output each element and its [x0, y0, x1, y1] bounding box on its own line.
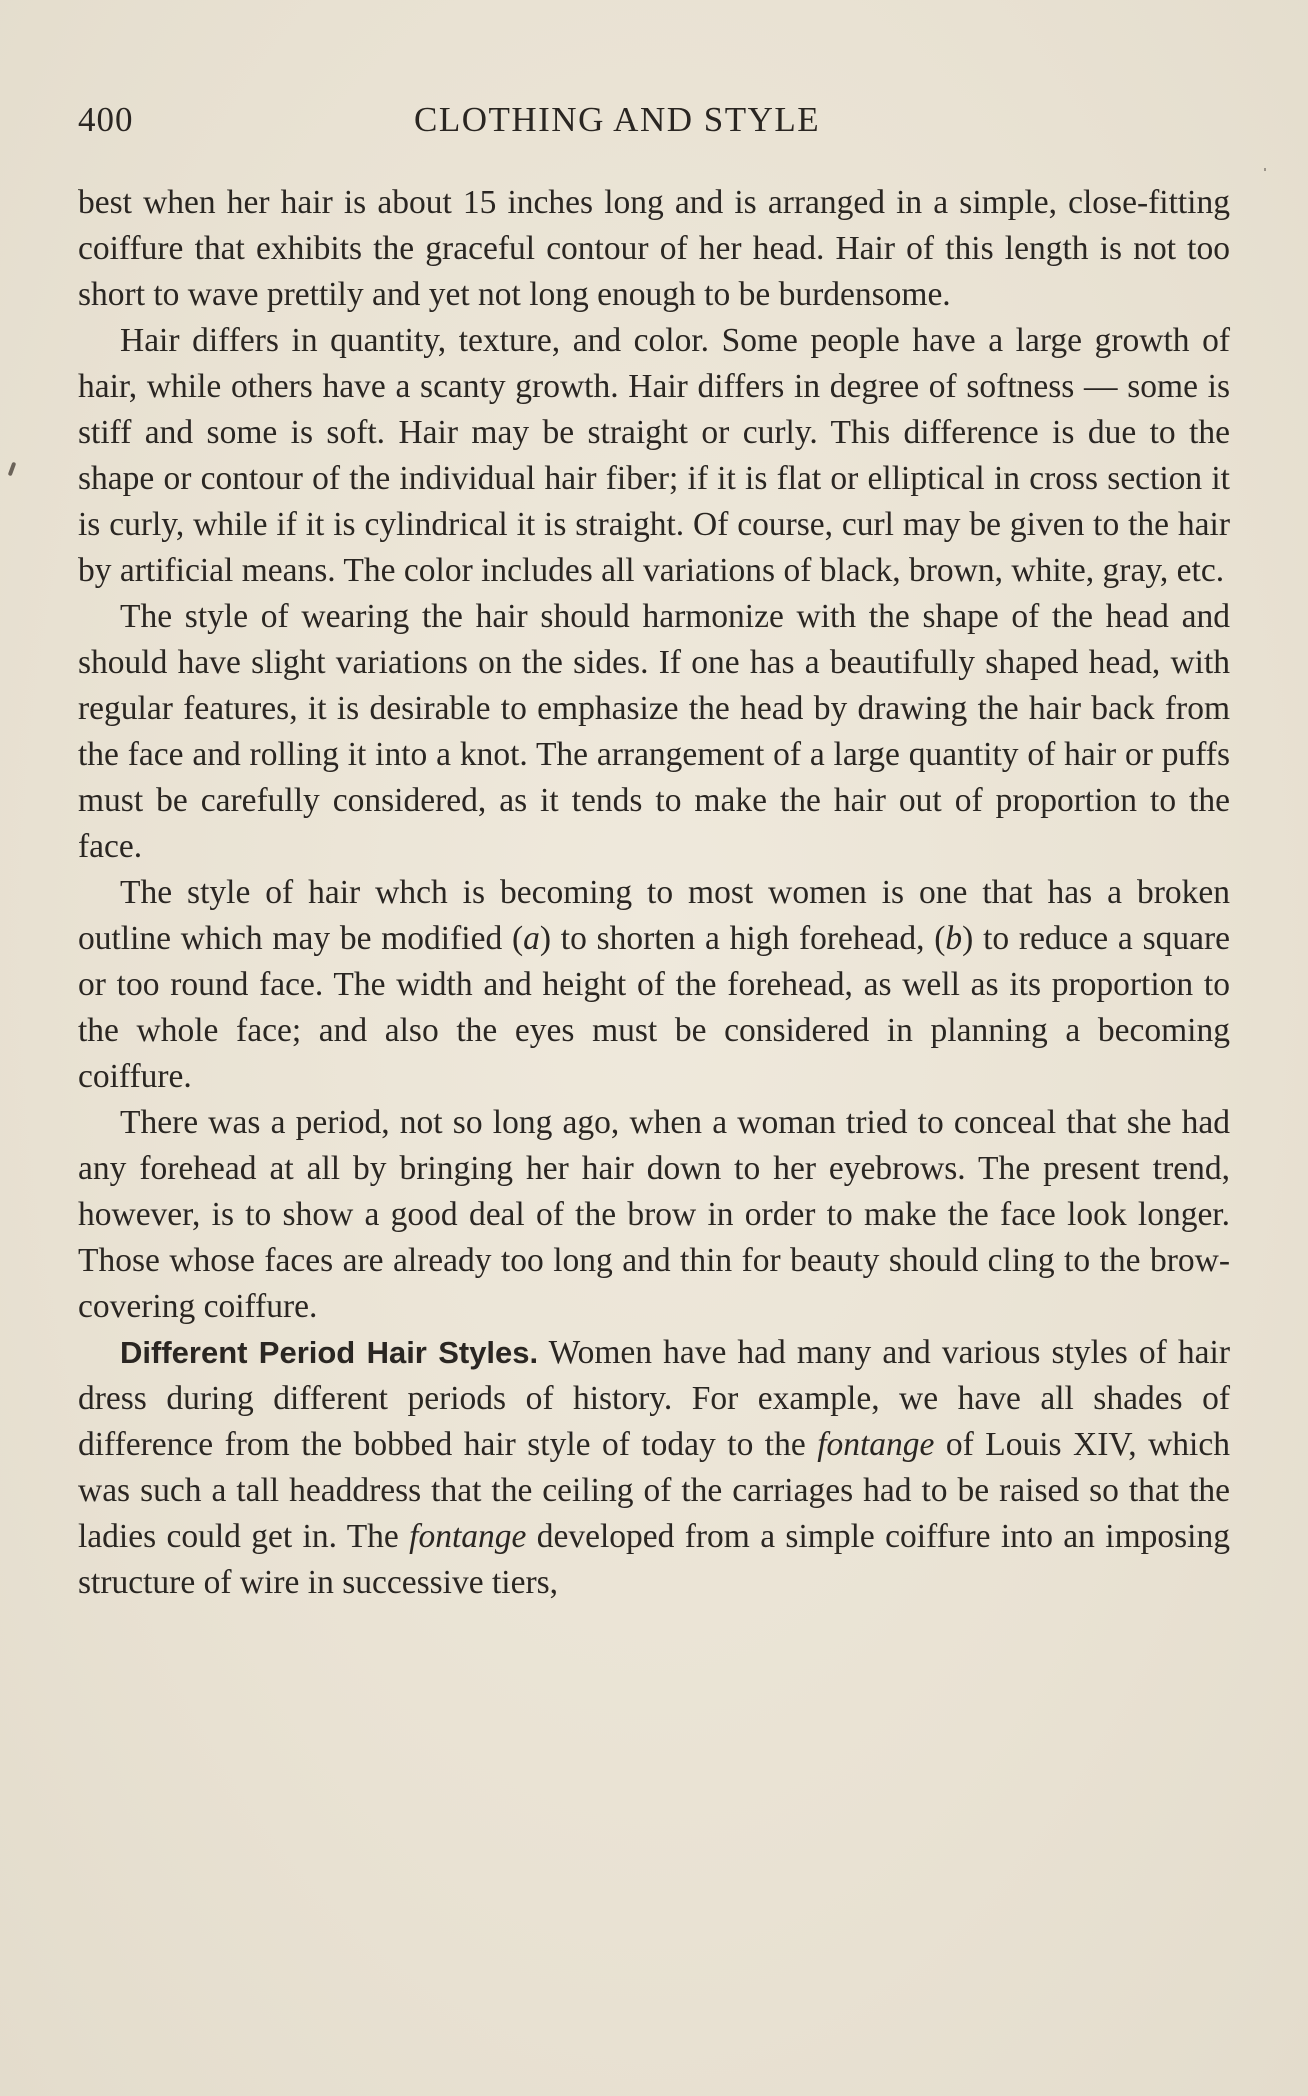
paragraph-hair-style-shape: The style of wearing the hair should harmonize with the shape of the head and should have slight variations on the sides. If one has a beautifully shaped head, with regular features, it is desirable to emphasize the head by drawing the hair back from the face and rolling it into a knot. The arrangement of a large quantity of hair or puffs must be carefully considered, as it tends to make the hair out of proportion to the face. — [78, 598, 1230, 865]
paragraph-continued: best when her hair is about 15 inches long and is arranged in a simple, close-fitting coiffure that exhibits the graceful contour of her head. Hair of this length is not too short to wave prettily and yet not long enough to be burdensome. — [78, 184, 1230, 313]
paragraph-period-hair-styles — [78, 1330, 1230, 1606]
page-number: 400 — [78, 100, 134, 139]
page-header — [78, 100, 1230, 148]
margin-pencil-mark — [8, 462, 17, 477]
paragraph-text-segment: of Louis XIV, which was such a tall headdress that the ceiling of the carriages had to be raised so that the ladies could get in. The — [78, 1426, 1230, 1555]
paragraph-text-segment: ) to shorten a high forehead, ( — [539, 920, 946, 957]
italic-term: fontange — [409, 1518, 527, 1555]
paragraph-text-segment: The style of hair whch is becoming to most women is one that has a broken outline which may be modified ( — [78, 874, 1230, 957]
italic-term: fontange — [817, 1426, 935, 1463]
section-heading: Different Period Hair Styles. — [120, 1335, 539, 1370]
paragraph-hair-differences: Hair differs in quantity, texture, and color. Some people have a large growth of hair, while others have a scanty growth. Hair differs in degree of softness — some is stiff and some is soft. Hair may be straight or curly. This difference is due to the shape or contour of the individual hair fiber; if it is flat or elliptical in cross section it is curly, while if it is cylindrical it is straight. Of course, curl may be given to the hair by artificial means. The color includes all variations of black, brown, white, gray, etc. — [78, 322, 1230, 589]
margin-speck — [1264, 168, 1266, 171]
item-letter-a: a — [523, 920, 540, 957]
paragraph-becoming-style — [78, 870, 1230, 1100]
paragraph-forehead-trend: There was a period, not so long ago, when a woman tried to conceal that she had any forehead at all by bringing her hair down to her eyebrows. The present trend, however, is to show a good deal of the brow in order to make the face look longer. Those whose faces are already too long and thin for beauty should cling to the brow-covering coiffure. — [78, 1104, 1230, 1325]
paragraph-text-segment: ) to reduce a square or too round face. The width and height of the forehead, as well as its proportion to the whole face; and also the eyes must be considered in planning a becoming coiffure. — [78, 920, 1230, 1095]
body-text — [78, 180, 1230, 1606]
paragraph-text-segment: Women have had many and various styles of hair dress during different periods of history. For example, we have all shades of difference from the bobbed hair style of today to the — [78, 1334, 1231, 1463]
item-letter-b: b — [945, 920, 963, 957]
running-head: CLOTHING AND STYLE — [414, 100, 821, 139]
paragraph-text-segment: developed from a simple coiffure into an imposing structure of wire in successive tiers, — [78, 1518, 1230, 1601]
